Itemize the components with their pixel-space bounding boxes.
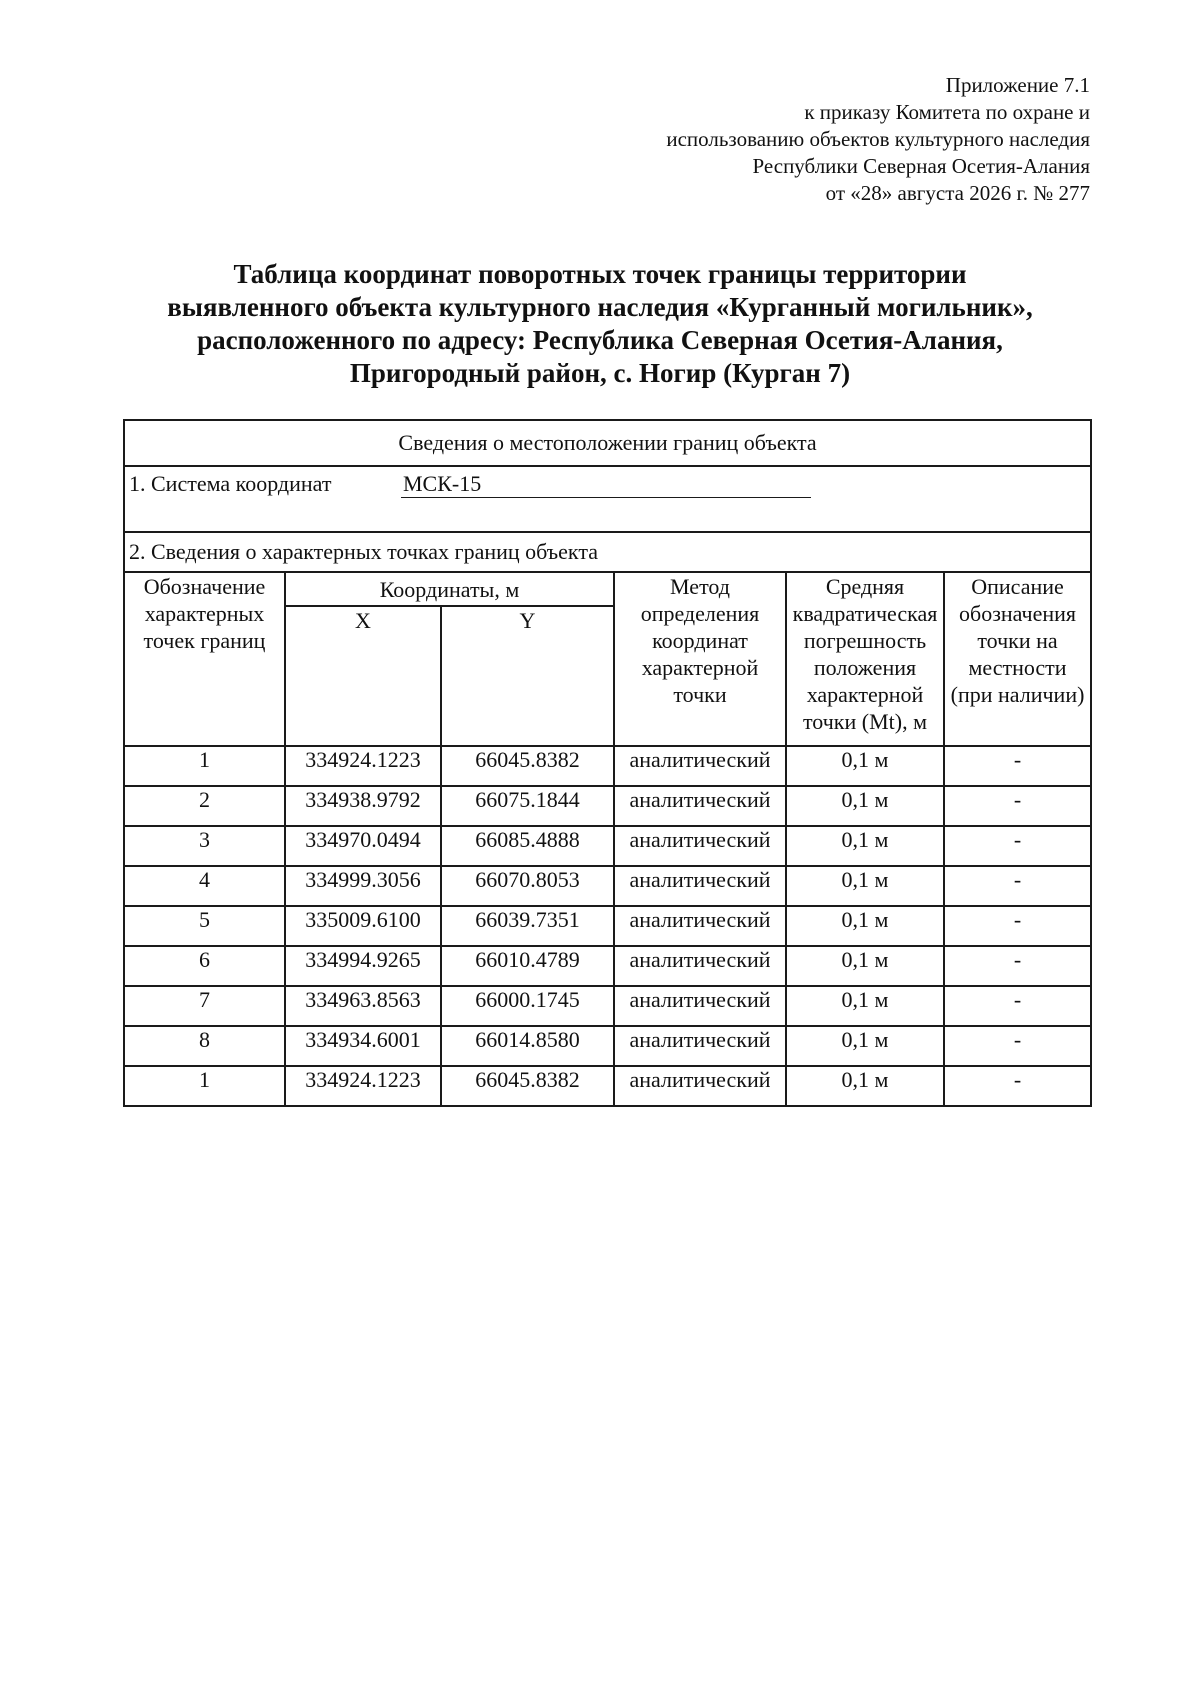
col-header-y: Y — [441, 606, 614, 746]
table-row — [124, 946, 1091, 986]
col-header-coordinates: Координаты, м — [285, 572, 614, 606]
point-number-cell: 4 — [124, 866, 285, 906]
y-coordinate-cell: 66000.1745 — [441, 986, 614, 1026]
coordinates-table — [123, 419, 1092, 1107]
point-number-cell: 1 — [124, 1066, 285, 1106]
y-coordinate-cell: 66075.1844 — [441, 786, 614, 826]
appendix-header — [666, 72, 1090, 207]
document-title — [120, 258, 1080, 390]
y-coordinate-cell: 66039.7351 — [441, 906, 614, 946]
table-row — [124, 786, 1091, 826]
error-cell: 0,1 м — [786, 946, 944, 986]
table-row — [124, 826, 1091, 866]
method-cell: аналитический — [614, 746, 786, 786]
method-cell: аналитический — [614, 826, 786, 866]
error-cell: 0,1 м — [786, 866, 944, 906]
error-cell: 0,1 м — [786, 906, 944, 946]
point-number-cell: 7 — [124, 986, 285, 1026]
x-coordinate-cell: 334999.3056 — [285, 866, 441, 906]
table-row — [124, 866, 1091, 906]
method-cell: аналитический — [614, 986, 786, 1026]
error-cell: 0,1 м — [786, 746, 944, 786]
x-coordinate-cell: 335009.6100 — [285, 906, 441, 946]
appendix-committee-line: использованию объектов культурного наследия — [666, 127, 1090, 151]
y-coordinate-cell: 66045.8382 — [441, 1066, 614, 1106]
point-number-cell: 2 — [124, 786, 285, 826]
points-header: 2. Сведения о характерных точках границ объекта — [124, 532, 1091, 572]
description-cell: - — [944, 1026, 1091, 1066]
appendix-title: Приложение 7.1 — [945, 73, 1090, 97]
table-row — [124, 746, 1091, 786]
point-number-cell: 6 — [124, 946, 285, 986]
error-cell: 0,1 м — [786, 786, 944, 826]
error-cell: 0,1 м — [786, 1066, 944, 1106]
table-row — [124, 1066, 1091, 1106]
coordinate-system-value: МСК-15 — [401, 471, 811, 498]
title-line: выявленного объекта культурного наследия «Курганный могильник», — [167, 292, 1033, 322]
error-cell: 0,1 м — [786, 826, 944, 866]
point-number-cell: 1 — [124, 746, 285, 786]
method-cell: аналитический — [614, 786, 786, 826]
x-coordinate-cell: 334924.1223 — [285, 1066, 441, 1106]
description-cell: - — [944, 906, 1091, 946]
method-cell: аналитический — [614, 866, 786, 906]
x-coordinate-cell: 334934.6001 — [285, 1026, 441, 1066]
y-coordinate-cell: 66085.4888 — [441, 826, 614, 866]
description-cell: - — [944, 866, 1091, 906]
method-cell: аналитический — [614, 906, 786, 946]
col-header-description: Описание обозначения точки на местности (при наличии) — [944, 572, 1091, 746]
description-cell: - — [944, 986, 1091, 1026]
method-cell: аналитический — [614, 946, 786, 986]
coordinate-system-row — [124, 466, 1091, 532]
title-line: расположенного по адресу: Республика Северная Осетия-Алания, — [197, 325, 1003, 355]
method-cell: аналитический — [614, 1026, 786, 1066]
y-coordinate-cell: 66014.8580 — [441, 1026, 614, 1066]
point-number-cell: 3 — [124, 826, 285, 866]
description-cell: - — [944, 826, 1091, 866]
x-coordinate-cell: 334938.9792 — [285, 786, 441, 826]
error-cell: 0,1 м — [786, 1026, 944, 1066]
appendix-date-line: от «28» августа 2026 г. № 277 — [825, 181, 1090, 205]
point-number-cell: 5 — [124, 906, 285, 946]
col-header-error: Средняя квадратическая погрешность положения характерной точки (Mt), м — [786, 572, 944, 746]
table-row — [124, 986, 1091, 1026]
y-coordinate-cell: 66070.8053 — [441, 866, 614, 906]
x-coordinate-cell: 334994.9265 — [285, 946, 441, 986]
col-header-designation: Обозначение характерных точек границ — [124, 572, 285, 746]
x-coordinate-cell: 334924.1223 — [285, 746, 441, 786]
coordinate-system-label: 1. Система координат — [129, 471, 332, 496]
error-cell: 0,1 м — [786, 986, 944, 1026]
title-line: Пригородный район, с. Ногир (Курган 7) — [349, 358, 851, 388]
y-coordinate-cell: 66010.4789 — [441, 946, 614, 986]
description-cell: - — [944, 1066, 1091, 1106]
description-cell: - — [944, 746, 1091, 786]
y-coordinate-cell: 66045.8382 — [441, 746, 614, 786]
appendix-republic-line: Республики Северная Осетия-Алания — [752, 154, 1090, 178]
x-coordinate-cell: 334963.8563 — [285, 986, 441, 1026]
table-row — [124, 906, 1091, 946]
table-row — [124, 1026, 1091, 1066]
description-cell: - — [944, 946, 1091, 986]
x-coordinate-cell: 334970.0494 — [285, 826, 441, 866]
title-line: Таблица координат поворотных точек границы территории — [233, 259, 967, 289]
col-header-x: X — [285, 606, 441, 746]
method-cell: аналитический — [614, 1066, 786, 1106]
section-header: Сведения о местоположении границ объекта — [124, 420, 1091, 466]
description-cell: - — [944, 786, 1091, 826]
col-header-method: Метод определения координат характерной точки — [614, 572, 786, 746]
point-number-cell: 8 — [124, 1026, 285, 1066]
appendix-order-line: к приказу Комитета по охране и — [804, 100, 1090, 124]
